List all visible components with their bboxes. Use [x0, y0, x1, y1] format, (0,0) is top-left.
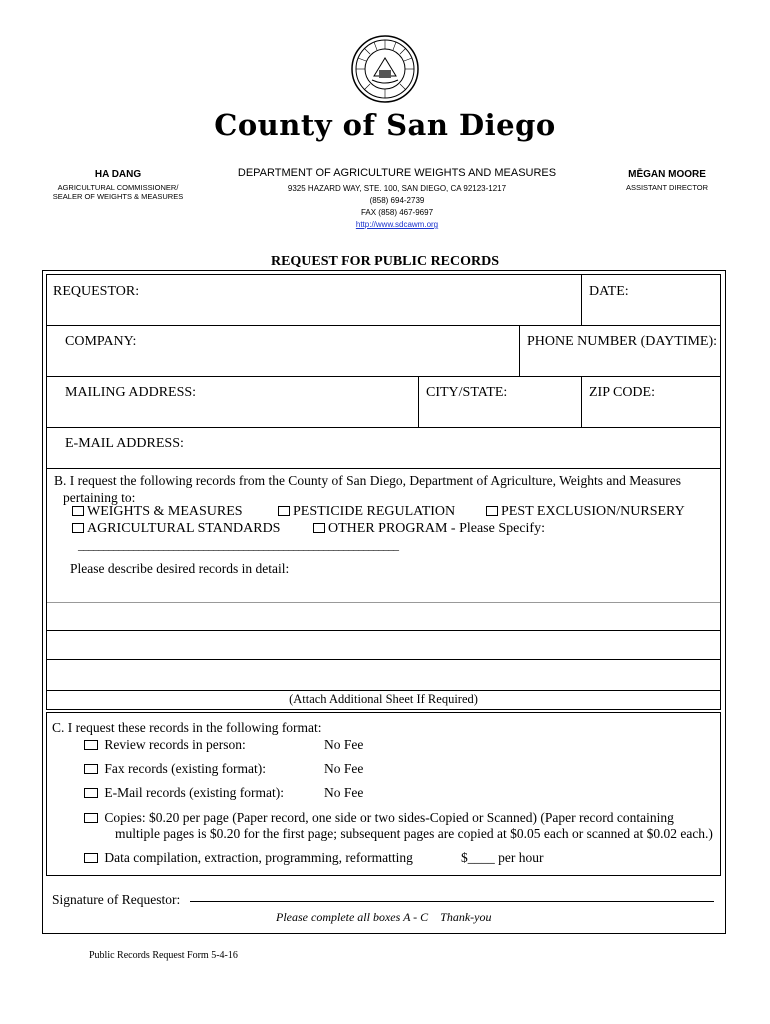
mailing-address-label: MAILING ADDRESS:: [65, 385, 197, 400]
zip-code-label: ZIP CODE:: [589, 385, 655, 400]
department-name: DEPARTMENT OF AGRICULTURE WEIGHTS AND MEASURES: [237, 167, 557, 179]
option-agricultural-label: AGRICULTURAL STANDARDS: [87, 521, 281, 536]
commissioner-block: [38, 169, 198, 201]
format-copies-line-2: multiple pages is $0.20 for the first page; subsequent pages are copied at $0.05 each or scanned at $0.02 each.): [115, 826, 713, 841]
checkbox-data-compilation[interactable]: [84, 853, 98, 863]
checkbox-fax[interactable]: [84, 764, 98, 774]
option-pesticide-label: PESTICIDE REGULATION: [293, 504, 456, 519]
complete-note: Please complete all boxes A - C Thank-you: [276, 910, 492, 924]
format-review[interactable]: [84, 737, 246, 753]
format-fax-fee: No Fee: [324, 761, 364, 776]
mailing-address-field[interactable]: [46, 376, 419, 428]
date-field[interactable]: [581, 274, 721, 326]
commissioner-title-1: AGRICULTURAL COMMISSIONER/: [57, 183, 179, 192]
company-label: COMPANY:: [65, 334, 137, 349]
email-field[interactable]: [46, 427, 721, 469]
option-pest-exclusion-label: PEST EXCLUSION/NURSERY: [501, 504, 685, 519]
county-title: County of San Diego: [214, 108, 556, 142]
city-state-field[interactable]: [418, 376, 582, 428]
phone-field[interactable]: [519, 325, 721, 377]
checkbox-weights[interactable]: [72, 506, 84, 516]
format-copies[interactable]: [84, 810, 674, 826]
format-copies-line-1: Copies: $0.20 per page (Paper record, one side or two sides-Copied or Scanned) (Paper record containing: [104, 810, 674, 825]
option-other-label: OTHER PROGRAM - Please Specify:: [328, 521, 545, 536]
department-address: 9325 HAZARD WAY, STE. 100, SAN DIEGO, CA 92123-1217: [287, 184, 507, 193]
format-data-fee: $____ per hour: [461, 850, 544, 865]
city-state-label: CITY/STATE:: [426, 385, 508, 400]
department-fax: FAX (858) 467-9697: [360, 208, 434, 217]
describe-line-3[interactable]: [47, 659, 720, 660]
signature-label: Signature of Requestor:: [52, 892, 181, 907]
email-label: E-MAIL ADDRESS:: [65, 436, 184, 451]
option-weights-label: WEIGHTS & MEASURES: [87, 504, 243, 519]
format-email[interactable]: [84, 785, 284, 801]
zip-code-field[interactable]: [581, 376, 721, 428]
describe-line-1[interactable]: [47, 602, 720, 603]
director-name: MĒGAN MOORE: [628, 169, 706, 180]
department-phone: (858) 694-2739: [369, 196, 425, 205]
requestor-label: REQUESTOR:: [53, 284, 140, 299]
format-review-fee: No Fee: [324, 737, 364, 752]
department-block: [200, 167, 594, 231]
requestor-field[interactable]: [46, 274, 582, 326]
checkbox-pest-exclusion[interactable]: [486, 506, 498, 516]
checkbox-other[interactable]: [313, 523, 325, 533]
describe-line-4: [47, 690, 720, 691]
attach-note: (Attach Additional Sheet If Required): [289, 692, 478, 706]
company-field[interactable]: [46, 325, 520, 377]
describe-label: Please describe desired records in detail:: [70, 561, 290, 576]
director-block: [600, 169, 734, 192]
option-agricultural[interactable]: [72, 521, 280, 537]
other-specify-line[interactable]: ________________________________________________________________: [78, 538, 398, 552]
format-email-label: E-Mail records (existing format):: [104, 785, 284, 800]
format-data-compilation-label: Data compilation, extraction, programming, reformatting: [104, 850, 413, 865]
checkbox-review[interactable]: [84, 740, 98, 750]
signature-line[interactable]: [190, 901, 714, 902]
checkbox-pesticide[interactable]: [278, 506, 290, 516]
date-label: DATE:: [589, 284, 629, 299]
commissioner-name: HA DANG: [94, 169, 142, 180]
section-b-intro-line-2: pertaining to:: [63, 490, 136, 505]
website-link[interactable]: http://www.sdcawm.org: [355, 220, 439, 229]
form-title: REQUEST FOR PUBLIC RECORDS: [270, 254, 500, 269]
option-other[interactable]: [313, 521, 545, 537]
format-review-label: Review records in person:: [104, 737, 246, 752]
section-b-intro: [54, 472, 714, 506]
section-c-intro: C. I request these records in the following format:: [52, 720, 322, 735]
option-pesticide[interactable]: [278, 504, 455, 520]
director-title: ASSISTANT DIRECTOR: [625, 183, 709, 192]
describe-line-2[interactable]: [47, 630, 720, 631]
format-fax[interactable]: [84, 761, 266, 777]
phone-label: PHONE NUMBER (DAYTIME):: [527, 334, 718, 349]
form-id: Public Records Request Form 5-4-16: [89, 950, 238, 961]
section-b-intro-line-1: B. I request the following records from the County of San Diego, Department of Agriculture, Weights and Measures: [54, 473, 682, 488]
checkbox-agricultural[interactable]: [72, 523, 84, 533]
checkbox-copies[interactable]: [84, 813, 98, 823]
commissioner-title-2: SEALER OF WEIGHTS & MEASURES: [52, 192, 184, 201]
option-weights[interactable]: [72, 504, 243, 520]
format-fax-label: Fax records (existing format):: [104, 761, 266, 776]
checkbox-email[interactable]: [84, 788, 98, 798]
county-seal: [350, 34, 420, 104]
format-data-compilation[interactable]: [84, 850, 413, 866]
option-pest-exclusion[interactable]: [486, 504, 685, 520]
format-email-fee: No Fee: [324, 785, 364, 800]
